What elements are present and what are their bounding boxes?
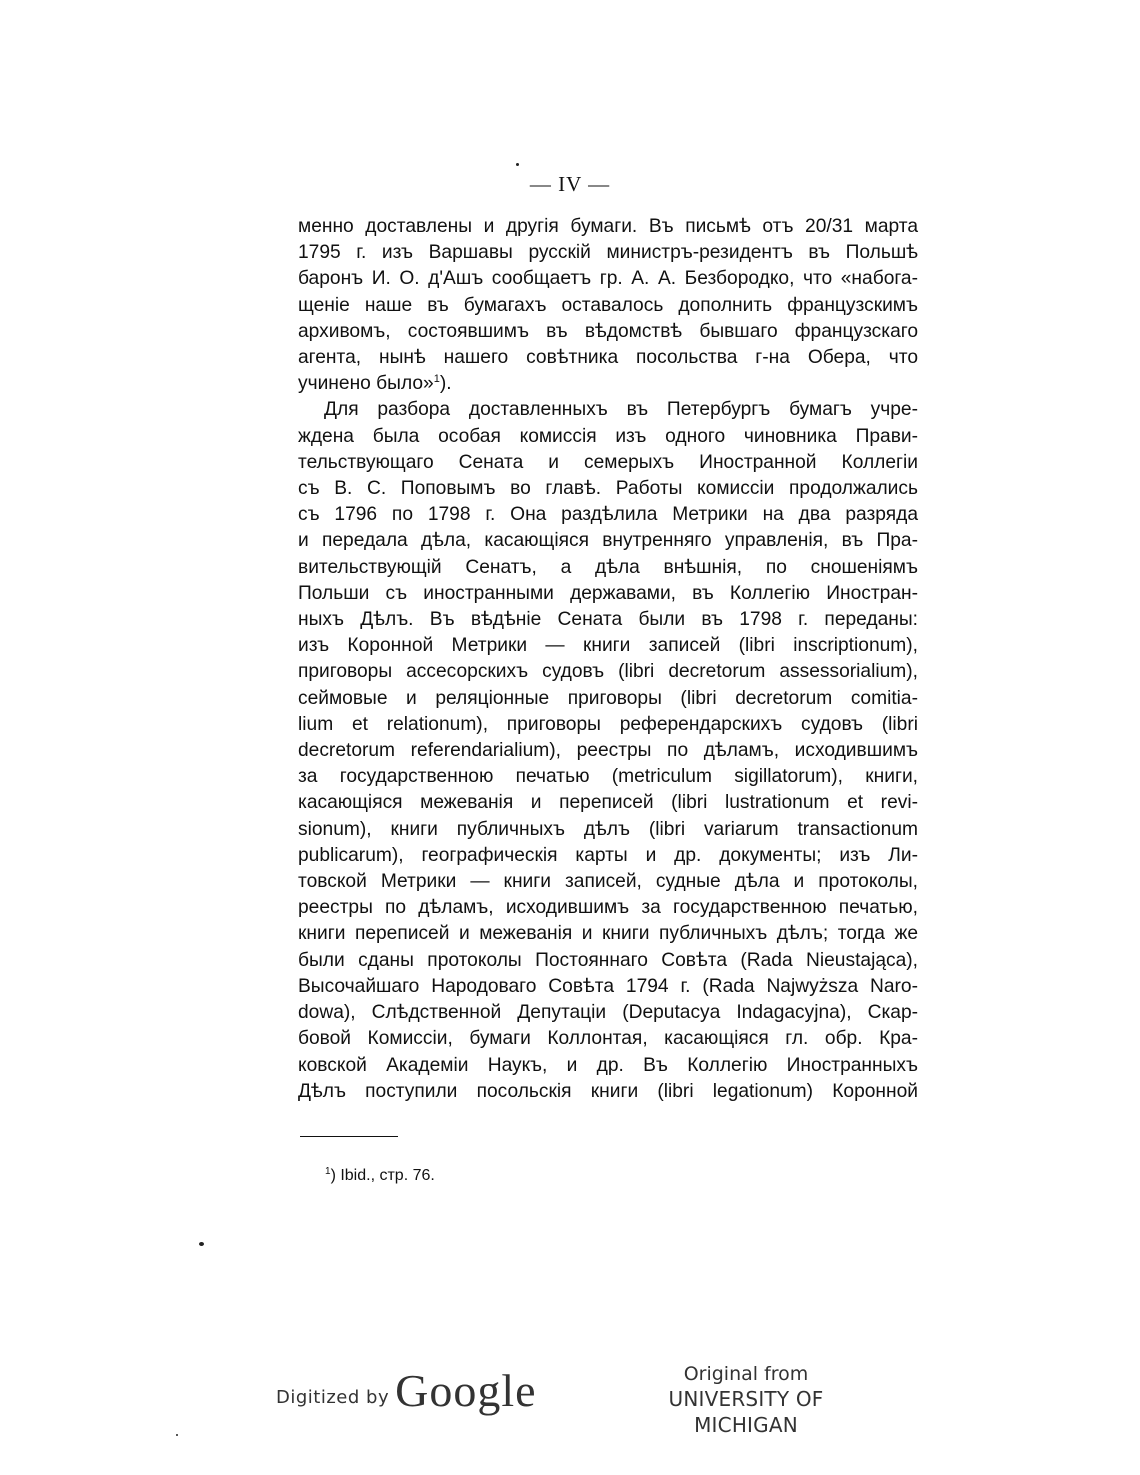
text-line: изъ Коронной Метрики — книги записей (libri inscriptionum),	[298, 635, 918, 657]
text-line: ныхъ Дѣлъ. Въ вѣдѣніе Сената были въ 1798 г. переданы:	[298, 609, 918, 631]
text-line: реестры по дѣламъ, исходившимъ за государственною печатью,	[298, 897, 918, 919]
text-line: были сданы протоколы Постояннаго Совѣта (Rada Nieustająca),	[298, 949, 918, 971]
text-line: и передала дѣла, касающіяся внутренняго управленія, въ Пра-	[298, 530, 918, 552]
text-line: Высочайшаго Народоваго Совѣта 1794 г. (Rada Najwyższa Naro-	[298, 975, 918, 997]
text-line: баронъ И. О. д'Ашъ сообщаетъ гр. А. А. Безбородко, что «набога-	[298, 268, 918, 290]
text-line: publicarum), географическія карты и др. документы; изъ Ли-	[298, 844, 918, 866]
footnote-text: ) Ibid., стр. 76.	[330, 1167, 435, 1184]
text-line: ковской Академіи Наукъ, и др. Въ Коллегію Иностранныхъ	[298, 1054, 918, 1076]
text-line: бовой Комиссіи, бумаги Коллонтая, касающіяся гл. обр. Кра-	[298, 1028, 918, 1050]
footnote-divider	[300, 1136, 398, 1137]
text-line: приговоры ассесорскихъ судовъ (libri decretorum assessorialium),	[298, 661, 918, 683]
text-line: тельствующаго Сената и семерыхъ Иностранной Коллегіи	[298, 451, 918, 473]
text-line: decretorum referendarialium), реестры по дѣламъ, исходившимъ	[298, 740, 918, 762]
text-line-paragraph-end	[298, 371, 918, 397]
text-line: sionum), книги публичныхъ дѣлъ (libri variarum transactionum	[298, 818, 918, 840]
text-line: сеймовые и реляціонные приговоры (libri decretorum comitia-	[298, 687, 918, 709]
dust-speck	[199, 1242, 204, 1246]
text-line: 1795 г. изъ Варшавы русскій министръ-резидентъ въ Польшѣ	[298, 242, 918, 264]
text-line: dowa), Слѣдственной Депутаціи (Deputacya Indagacyjna), Скар-	[298, 1002, 918, 1024]
digitized-by-label: Digitized by	[276, 1387, 390, 1408]
text-line: вительствующій Сенатъ, а дѣла внѣшнія, по сношеніямъ	[298, 556, 918, 578]
text-line: за государственною печатью (metriculum sigillatorum), книги,	[298, 766, 918, 788]
text-line: касающіяся межеванія и переписей (libri lustrationum et revi-	[298, 792, 918, 814]
text-line: книги переписей и межеванія и книги публичныхъ дѣлъ; тогда же	[298, 923, 918, 945]
dust-speck	[176, 1434, 178, 1436]
text-line: Польши съ иностранными державами, въ Коллегію Иностран-	[298, 582, 918, 604]
original-source-watermark	[620, 1362, 872, 1438]
text-line: агента, нынѣ нашего совѣтника посольства г-на Обера, что	[298, 347, 918, 369]
google-logo: Google	[395, 1365, 537, 1416]
text-line: менно доставлены и другія бумаги. Въ письмѣ отъ 20/31 марта	[298, 216, 918, 237]
text-line: lium et relationum), приговоры референдарскихъ судовъ (libri	[298, 713, 918, 735]
text-line-content: учинено было»	[298, 373, 434, 395]
text-line: съ 1796 по 1798 г. Она раздѣлила Метрики на два разряда	[298, 504, 918, 526]
original-from-label: Original from	[683, 1363, 809, 1385]
text-line: товской Метрики — книги записей, судные дѣла и протоколы,	[298, 871, 918, 893]
text-line: щеніе наше въ бумагахъ оставалось дополнить французскимъ	[298, 294, 918, 316]
text-line: Дѣлъ поступили посольскія книги (libri legationum) Коронной	[298, 1080, 918, 1102]
text-line: ждена была особая комиссія изъ одного чиновника Прави-	[298, 425, 918, 447]
text-line-paragraph-start: Для разбора доставленныхъ въ Петербургъ бумагъ учре-	[324, 399, 918, 421]
dust-speck	[516, 163, 519, 166]
page-number: — IV —	[529, 172, 611, 196]
text-line-tail: ).	[439, 373, 452, 395]
footnote-reference: 1	[433, 373, 440, 386]
institution-name: UNIVERSITY OF MICHIGAN	[668, 1387, 824, 1437]
text-line: архивомъ, состоявшимъ въ вѣдомствѣ бывшаго французскаго	[298, 320, 918, 342]
footnote	[325, 1166, 435, 1186]
footnote-mark: 1	[325, 1166, 331, 1177]
digitized-by-google-watermark	[276, 1358, 537, 1418]
text-line: съ В. С. Поповымъ во главѣ. Работы комиссіи продолжались	[298, 478, 918, 500]
body-text	[298, 214, 918, 1105]
